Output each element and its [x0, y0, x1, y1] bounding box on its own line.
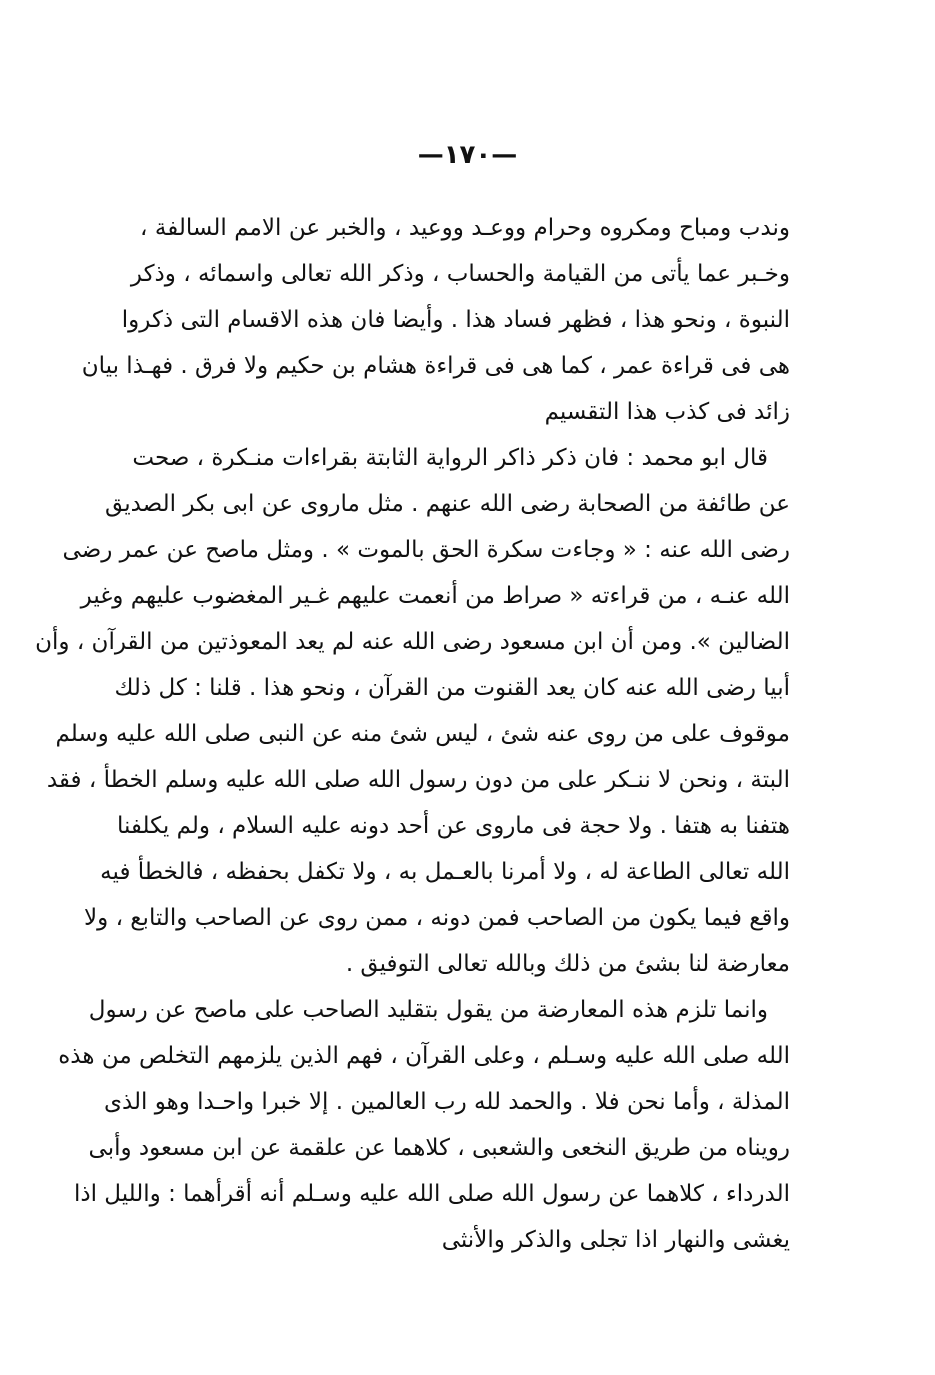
text-line: أبيا رضى الله عنه كان يعد القنوت من القرآن ، ونحو هذا . قلنا : كل ذلك [114, 675, 790, 701]
text-line: البتة ، ونحن لا ننـكر على من دون رسول الله صلى الله عليه وسلم الخطأ ، فقد [46, 767, 790, 793]
text-line: الضالين ». ومن أن ابن مسعود رضى الله عنه لم يعد المعوذتين من القرآن ، وأن [35, 629, 790, 655]
text-line: النبوة ، ونحو هذا ، فظهر فساد هذا . وأيضا فان هذه الاقسام التى ذكروا [121, 307, 790, 333]
text-line: وندب ومباح ومكروه وحرام ووعـد ووعيد ، والخبر عن الامم السالفة ، [140, 215, 790, 241]
text-line: الدرداء ، كلاهما عن رسول الله صلى الله عليه وسـلم أنه أقرأهما : والليل اذا [73, 1181, 790, 1207]
text-line: عن طائفة من الصحابة رضى الله عنهم . مثل ماروى عن ابى بكر الصديق [105, 491, 790, 517]
text-line: المذلة ، وأما نحن فلا . والحمد لله رب العالمين . إلا خبرا واحـدا وهو الذى [103, 1089, 790, 1115]
text-line: معارضة لنا بشئ من ذلك وبالله تعالى التوفيق . [345, 951, 790, 977]
text-line: يغشى والنهار اذا تجلى والذكر والأنثى [441, 1227, 790, 1253]
text-line: هتفنا به هتفا . ولا حجة فى ماروى عن أحد دونه عليه السلام ، ولم يكلفنا [116, 813, 790, 839]
text-line: هى فى قراءة عمر ، كما هى فى قراءة هشام بن حكيم ولا فرق . فهـذا بيان [81, 353, 790, 379]
page-number: —١٧٠— [417, 140, 518, 170]
text-line: واقع فيما يكون من الصاحب فمن دونه ، ممن روى عن الصاحب والتابع ، ولا [84, 905, 790, 931]
text-line: الله صلى الله عليه وسـلم ، وعلى القرآن ، فهم الذين يلزمهم التخلص من هذه [58, 1043, 790, 1069]
text-line: الله عنـه ، من قراءته « صراط من أنعمت عليهم غـير المغضوب عليهم وغير [80, 583, 790, 609]
text-line: موقوف على من روى عنه شئ ، ليس شئ منه عن النبى صلى الله عليه وسلم [55, 721, 790, 747]
text-line: قال ابو محمد : فان ذكر ذاكر الرواية الثابتة بقراءات منـكرة ، صحت [132, 445, 768, 471]
text-line: زائد فى كذب هذا التقسيم [544, 399, 790, 425]
text-line: رضى الله عنه : « وجاءت سكرة الحق بالموت » . ومثل ماصح عن عمر رضى [62, 537, 790, 563]
text-line: رويناه من طريق النخعى والشعبى ، كلاهما عن علقمة عن ابن مسعود وأبى [88, 1135, 790, 1161]
text-line: وانما تلزم هذه المعارضة من يقول بتقليد الصاحب على ماصح عن رسول [88, 997, 768, 1023]
body-text [35, 205, 790, 1263]
text-line: الله تعالى الطاعة له ، ولا أمرنا بالعـمل به ، ولا تكفل بحفظه ، فالخطأ فيه [100, 859, 790, 885]
text-line: وخـبر عما يأتى من القيامة والحساب ، وذكر الله تعالى واسمائه ، وذكر [130, 261, 790, 287]
